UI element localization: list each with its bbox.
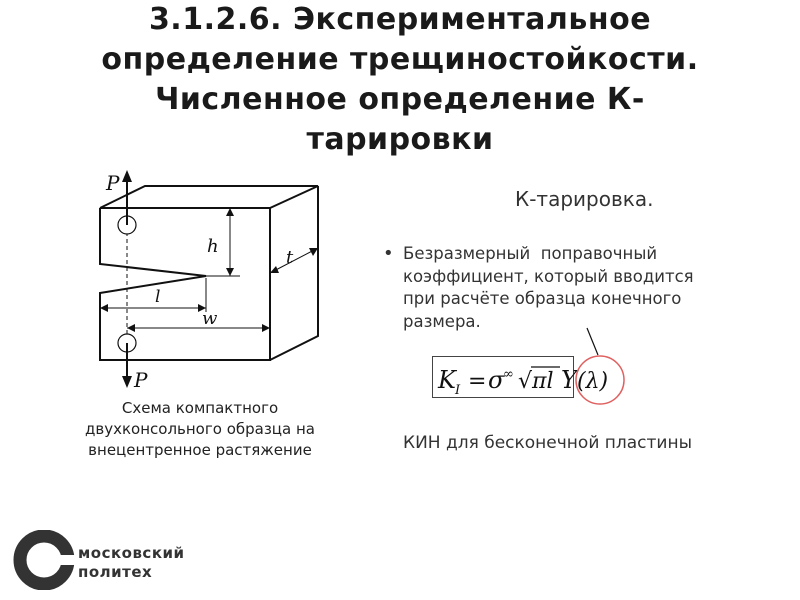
bullet-line-3: при расчёте образца конечного [403,289,682,308]
bullet-line-1: Безразмерный поправочный [403,244,658,263]
formula-eq: = [468,369,487,394]
k-calibration-heading: К-тарировка. [515,187,654,211]
bullet-text [403,243,783,333]
title-line-3: Численное определение К- [155,82,645,117]
highlight-circle [576,356,624,404]
title-line-1: 3.1.2.6. Экспериментальное [148,2,652,37]
label-p-top: P [106,171,120,195]
polytech-logo-icon [12,530,76,590]
title-line-4: тарировки [306,122,494,157]
caption-line-1: Схема компактного [121,399,279,417]
formula-sub: I [455,383,461,398]
highlight-annotation [560,325,630,405]
label-w: w [202,308,218,329]
label-t: t [286,247,294,268]
label-l: l [155,287,161,307]
title-line-2: определение трещиностойкости. [101,42,699,77]
label-p-bottom: P [134,368,148,392]
caption-line-2: двухконсольного образца на [85,420,315,438]
logo-text [78,544,185,582]
formula-arg: (λ) [577,369,609,394]
bullet-line-4: размера. [403,311,481,331]
formula-sigma: σ [488,366,505,394]
arrow-up-icon [122,170,132,182]
specimen-top-face [100,186,318,208]
logo-line-1: московский [78,544,185,562]
caption-line-3: внецентренное растяжение [88,441,312,459]
label-h: h [207,236,219,257]
formula-k: K [438,366,456,394]
scheme-caption [40,398,360,461]
formula-sqrt: √ [518,369,533,394]
bullet-line-2: коэффициент, который вводится [403,266,694,286]
bullet-marker: • [383,243,394,264]
logo-line-2: политех [78,563,153,581]
specimen-diagram [80,168,360,393]
formula-y: Y [561,366,577,394]
formula-pil: πl [532,369,554,394]
kin-note: КИН для бесконечной пластины [403,433,692,453]
formula-inf: ∞ [503,367,514,382]
slide-title [20,0,780,160]
arrow-down-icon [122,376,132,388]
pointer-line [587,328,598,355]
